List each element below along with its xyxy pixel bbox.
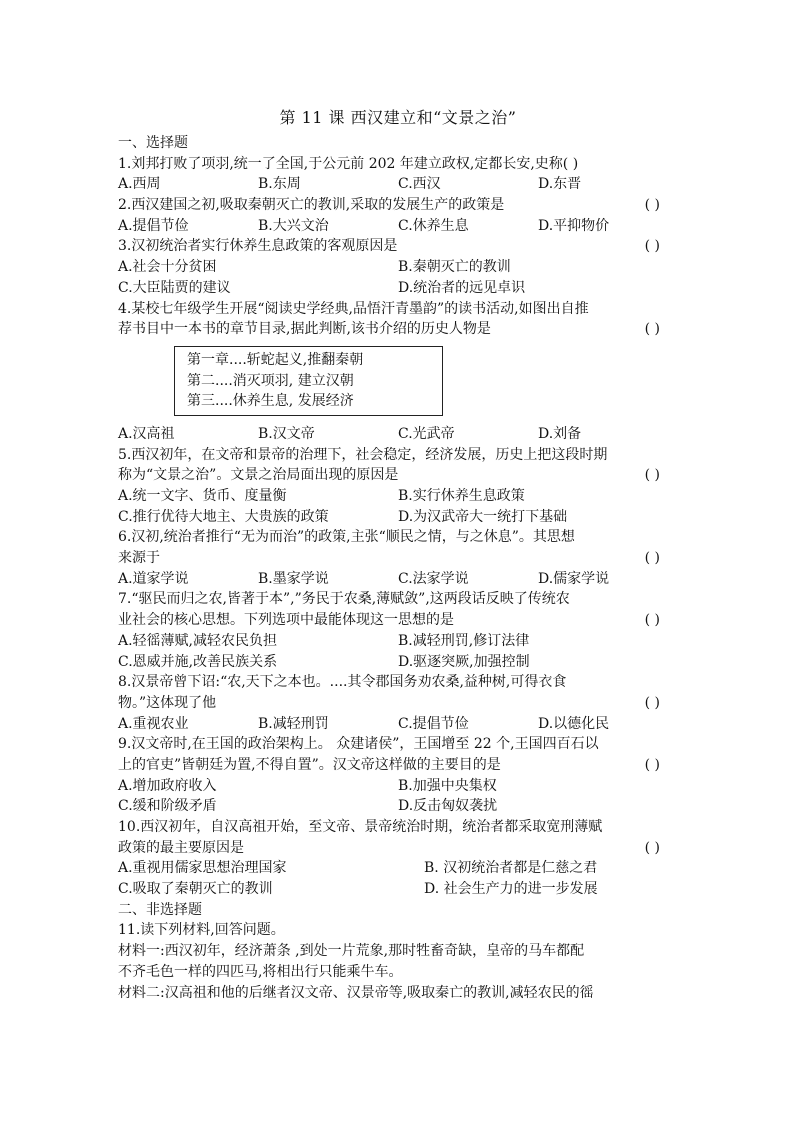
answer-blank: ( ) [644, 756, 660, 773]
question-7-options-row2 [118, 652, 678, 673]
book-contents-box [174, 346, 443, 416]
page-title: 第 11 课 西汉建立和“文景之治” [279, 108, 517, 127]
q7-option-c: C.恩威并施,改善民族关系 [118, 653, 278, 670]
question-7 [118, 610, 678, 631]
q7-option-d: D.驱逐突厥,加强控制 [398, 653, 530, 670]
q9-option-a: A.增加政府收入 [118, 777, 217, 794]
question-3-options-row1 [118, 257, 678, 278]
q4-option-c: C.光武帝 [398, 425, 455, 442]
contents-chapter-2: 第二....消灭项羽, 建立汉朝 [187, 372, 354, 389]
answer-blank: ( ) [644, 238, 660, 255]
q5-option-c: C.推行优待大地主、大贵族的政策 [118, 508, 329, 525]
q5-option-a: A.统一文字、货币、度量衡 [118, 488, 287, 504]
answer-blank: ( ) [644, 839, 660, 856]
q7-option-a: A.轻徭薄赋,减轻农民负担 [118, 632, 278, 649]
question-6-stem-line2: 来源于 [118, 550, 160, 567]
answer-blank: ( ) [644, 694, 660, 711]
q10-option-d: D. 社会生产力的进一步发展 [424, 881, 598, 898]
question-9 [118, 755, 678, 776]
question-7-options-row1 [118, 631, 678, 652]
q6-option-b: B.墨家学说 [258, 570, 329, 587]
question-9-options-row1 [118, 776, 678, 797]
q1-option-d: D.东晋 [538, 176, 582, 193]
question-4-stem-line2: 荐书目中一本书的章节目录,据此判断,该书介绍的历史人物是 [118, 321, 491, 338]
q1-option-a: A.西周 [118, 176, 161, 193]
q9-option-b: B.加强中央集权 [398, 777, 497, 794]
q4-option-a: A.汉高祖 [118, 425, 175, 442]
q8-option-c: C.提倡节俭 [398, 715, 469, 732]
question-8-stem-line2: 物。”这体现了他 [118, 694, 217, 711]
material-1-line1: 材料一:西汉初年，经济萧条 ,到处一片荒象,那时牲畜奇缺，皇帝的马车都配 [118, 943, 585, 960]
q5-option-b: B.实行休养生息政策 [398, 488, 525, 504]
q10-option-c: C.吸取了秦朝灭亡的教训 [118, 881, 273, 898]
contents-chapter-1: 第一章....斩蛇起义,推翻秦朝 [187, 351, 364, 368]
question-1-options [118, 174, 678, 195]
q10-option-a: A.重视用儒家思想治理国家 [118, 860, 287, 877]
question-10-stem-line1: 10.西汉初年，自汉高祖开始，至文帝、景帝统治时期，统治者都采取宽刑薄赋 [118, 819, 603, 835]
question-1-stem: 1.刘邦打败了项羽,统一了全国,于公元前 202 年建立政权,定都长安,史称( ) [118, 155, 579, 172]
answer-blank: ( ) [644, 197, 660, 214]
question-2-options [118, 216, 678, 237]
question-2-stem: 2.西汉建国之初,吸取秦朝灭亡的教训,采取的发展生产的政策是 [118, 197, 505, 214]
question-2 [118, 195, 678, 216]
question-6 [118, 548, 678, 569]
q3-option-d: D.统治者的远见卓识 [398, 279, 526, 296]
question-9-stem-line1: 9.汉文帝时,在王国的政治架构上。 众建诸侯”，王国增至 22 个,王国四百石以 [118, 736, 599, 753]
q3-option-b: B.秦朝灭亡的教训 [398, 259, 511, 276]
question-4-options [118, 424, 678, 445]
q3-option-a: A.社会十分贫困 [118, 259, 217, 276]
q8-option-d: D.以德化民 [538, 715, 610, 732]
q3-option-c: C.大臣陆贾的建议 [118, 279, 231, 296]
q7-option-b: B.减轻刑罚,修订法律 [398, 632, 530, 649]
question-5-stem-line2: 称为“文景之治”。文景之治局面出现的原因是 [118, 467, 399, 484]
q2-option-b: B.大兴文治 [258, 217, 329, 234]
question-8-options [118, 714, 678, 735]
question-3 [118, 236, 678, 257]
answer-blank: ( ) [644, 612, 660, 629]
question-7-stem-line1: 7.“驱民而归之农,皆著于本”,”务民于农桑,薄赋敛”,这两段话反映了传统农 [118, 591, 570, 608]
q2-option-c: C.休养生息 [398, 217, 469, 234]
contents-chapter-3: 第三....休养生息, 发展经济 [187, 393, 354, 410]
q2-option-d: D.平抑物价 [538, 217, 610, 234]
question-10-options-row2 [118, 879, 678, 900]
worksheet-page [118, 107, 678, 1003]
q9-option-c: C.缓和阶级矛盾 [118, 798, 217, 815]
material-1-line2: 不齐毛色一样的四匹马,将相出行只能乘牛车。 [118, 963, 403, 980]
question-5-options-row1 [118, 486, 678, 507]
question-6-stem-line1: 6.汉初,统治者推行“无为而治”的政策,主张“顺民之情，与之休息”。其思想 [118, 529, 575, 546]
question-8 [118, 693, 678, 714]
q8-option-b: B.减轻刑罚 [258, 715, 329, 732]
question-11-stem: 11.读下列材料,回答问题。 [118, 922, 285, 939]
q6-option-d: D.儒家学说 [538, 570, 610, 587]
section-non-choice-heading: 二、非选择题 [118, 901, 202, 918]
question-3-stem: 3.汉初统治者实行休养生息政策的客观原因是 [118, 238, 398, 255]
question-9-stem-line2: 上的官吏”皆朝廷为置,不得自置”。汉文帝这样做的主要目的是 [118, 756, 501, 773]
material-2-line1: 材料二:汉高祖和他的后继者汉文帝、汉景帝等,吸取秦亡的教训,减轻农民的徭 [118, 984, 594, 1001]
answer-blank: ( ) [644, 550, 660, 567]
question-9-options-row2 [118, 796, 678, 817]
question-6-options [118, 569, 678, 590]
q6-option-c: C.法家学说 [398, 570, 469, 587]
question-7-stem-line2: 业社会的核心思想。下列选项中最能体现这一思想的是 [118, 612, 454, 629]
q8-option-a: A.重视农业 [118, 715, 189, 732]
question-4-stem-line1: 4.某校七年级学生开展“阅读史学经典,品悟汗青墨韵”的读书活动,如图出自推 [118, 300, 589, 317]
question-8-stem-line1: 8.汉景帝曾下诏:“农,天下之本也。....其令郡国务劝农桑,益种树,可得衣食 [118, 674, 567, 691]
answer-blank: ( ) [644, 467, 660, 484]
question-3-options-row2 [118, 278, 678, 299]
question-4 [118, 319, 678, 340]
question-5-stem-line1: 5.西汉初年，在文帝和景帝的治理下，社会稳定，经济发展，历史上把这段时期 [118, 446, 608, 463]
q4-option-d: D.刘备 [538, 425, 582, 442]
q6-option-a: A.道家学说 [118, 570, 189, 587]
question-10 [118, 838, 678, 859]
q1-option-b: B.东周 [258, 176, 301, 193]
q1-option-c: C.西汉 [398, 176, 441, 193]
q2-option-a: A.提倡节俭 [118, 217, 189, 234]
answer-blank: ( ) [644, 321, 660, 338]
section-multiple-choice-heading: 一、选择题 [118, 135, 188, 151]
question-10-stem-line2: 政策的最主要原因是 [118, 839, 244, 856]
q9-option-d: D.反击匈奴袭扰 [398, 798, 498, 815]
q4-option-b: B.汉文帝 [258, 425, 315, 442]
question-10-options-row1 [118, 858, 678, 879]
q10-option-b: B. 汉初统治者都是仁慈之君 [424, 860, 598, 877]
q5-option-d: D.为汉武帝大一统打下基础 [398, 508, 568, 525]
question-5 [118, 465, 678, 486]
question-5-options-row2 [118, 507, 678, 528]
